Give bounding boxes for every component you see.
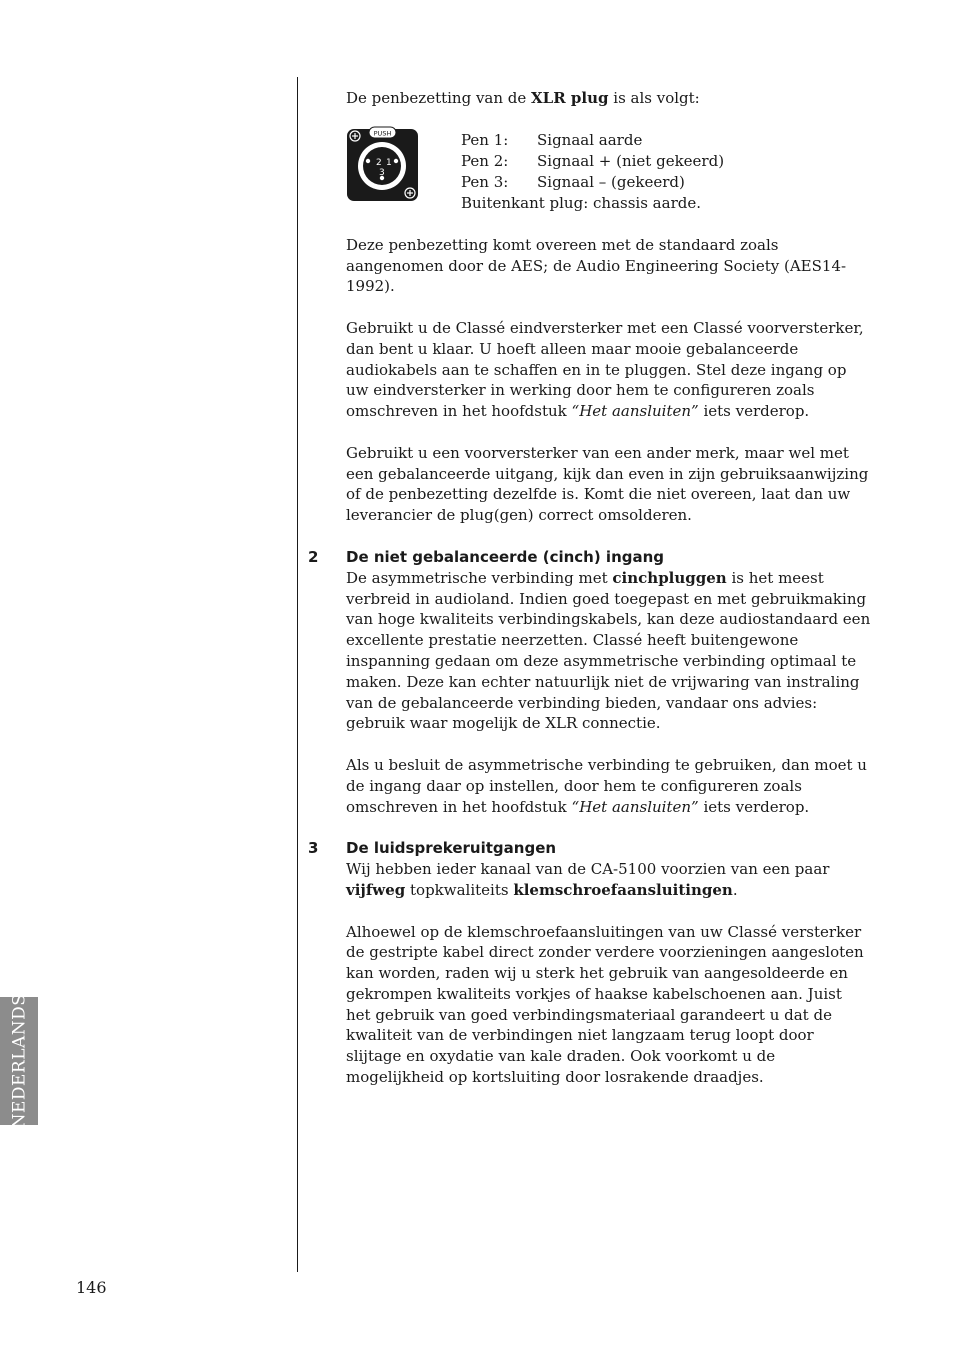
page-number: 146 — [76, 1278, 107, 1297]
xlr-pinout — [346, 131, 871, 235]
section-number: 3 — [308, 839, 319, 858]
xlr-connector-icon — [346, 126, 420, 204]
svg-text:3: 3 — [379, 167, 385, 178]
svg-text:PUSH: PUSH — [373, 129, 392, 138]
cinch-paragraph: De asymmetrische verbinding met cinchpluggen is het meest verbreid in audioland. Indien goed toegepast en met gebruikmaking van hoge kwaliteits verbindingskabels, kan deze audiostandaard een excellente prestatie neerzetten. Classé heeft buitengewone inspanning gedaan om deze asymmetrische verbinding optimaal te maken. Deze kan echter natuurlijk niet de vrijwaring van instraling van de gebalanceerde verbinding bieden, vandaar ons advies: gebruik waar mogelijk de XLR connectie. — [346, 568, 871, 733]
pin-list — [461, 130, 724, 214]
svg-text:1: 1 — [386, 157, 392, 168]
speaker-outputs-paragraph: Wij hebben ieder kanaal van de CA-5100 voorzien van een paar vijfweg topkwaliteits klemschroefaansluitingen. — [346, 860, 830, 899]
other-brand-paragraph: Gebruikt u een voorversterker van een ander merk, maar wel met een gebalanceerde uitgang, kijk dan even in zijn gebruiksaanwijzing of de penbezetting dezelfde is. Komt die niet overeen, laat dan uw leverancier de plug(gen) correct omsolderen. — [346, 443, 869, 525]
svg-text:2: 2 — [376, 157, 382, 168]
aes-paragraph: Deze penbezetting komt overeen met de standaard zoals aangenomen door de AES; de Audio Engineering Society (AES14-1992). — [346, 235, 847, 296]
margin-rule — [297, 77, 298, 1272]
pin-row: Pen 1: Signaal aarde — [461, 130, 643, 149]
main-content — [308, 88, 871, 1088]
language-tab — [0, 993, 38, 1129]
pin-row: Pen 3: Signaal – (gekeerd) — [461, 172, 685, 191]
section-2-heading — [308, 547, 871, 568]
language-tab-label: NEDERLANDS — [9, 993, 29, 1129]
outer-shell-note: Buitenkant plug: chassis aarde. — [461, 193, 701, 212]
xlr-intro: De penbezetting van de XLR plug is als volgt: — [346, 89, 700, 107]
section-title: De niet gebalanceerde (cinch) ingang — [346, 547, 665, 566]
section-3-heading — [308, 838, 871, 859]
terminals-paragraph: Alhoewel op de klemschroefaansluitingen van uw Classé versterker de gestripte kabel direct zonder verdere voorzieningen aangesloten kan worden, raden wij u sterk het gebruik van aangesoldeerde en gekrompen kwaliteits vorkjes of haakse kabelschoenen aan. Juist het gebruik van goed verbindingsmateriaal garandeert u dat de kwaliteit van de verbindingen niet langzaam terug loopt door slijtage en oxydatie van kale draden. Ook voorkomt u de mogelijkheid op kortsluiting door losrakende draadjes. — [346, 922, 864, 1087]
asym-paragraph: Als u besluit de asymmetrische verbinding te gebruiken, dan moet u de ingang daar op instellen, door hem te configureren zoals omschreven in het hoofdstuk “Het aansluiten” iets verderop. — [346, 755, 867, 816]
pin-row: Pen 2: Signaal + (niet gekeerd) — [461, 151, 725, 170]
classe-paragraph: Gebruikt u de Classé eindversterker met een Classé voorversterker, dan bent u klaar. U hoeft alleen maar mooie gebalanceerde audiokabels aan te schaffen en in te pluggen. Stel deze ingang op uw eindversterker in werking door hem te configureren zoals omschreven in het hoofdstuk “Het aansluiten” iets verderop. — [346, 318, 864, 421]
section-title: De luidsprekeruitgangen — [346, 839, 557, 858]
section-number: 2 — [308, 547, 319, 566]
